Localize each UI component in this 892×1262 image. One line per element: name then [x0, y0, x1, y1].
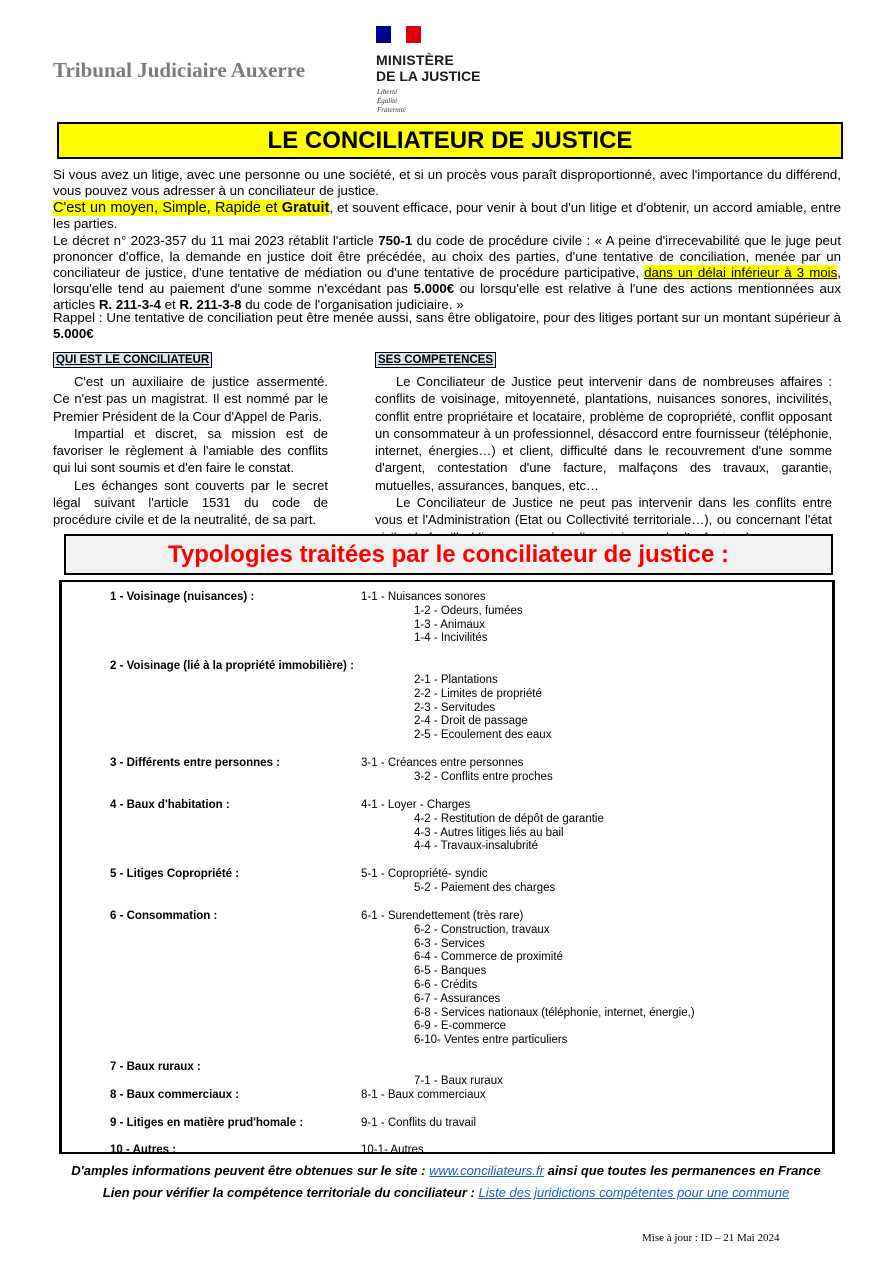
footer-line-1 [0, 1163, 892, 1178]
intro-p2-rest: , et souvent efficace, pour venir à bout d'un litige et d'obtenir, un accord amiable, entre les parties. [53, 200, 841, 231]
category-label: 2 - Voisinage (lié à la propriété immobilière) : [110, 660, 354, 672]
typology-item: 6-2 - Construction, travaux [414, 923, 550, 936]
flag-blue [376, 26, 391, 43]
category-label: 5 - Litiges Copropriété : [110, 868, 240, 880]
left-paragraph: Les échanges sont couverts par le secret légal suivant l'article 1531 du code de procédure civile et de la neutralité, de sa part. [53, 477, 328, 528]
typology-item: 4-3 - Autres litiges liés au bail [414, 826, 564, 839]
typology-item: 1-2 - Odeurs, fumées [414, 604, 523, 617]
reminder-text: Rappel : Une tentative de conciliation peut être menée aussi, sans être obligatoire, pour des litiges portant sur un montant supérieur à [53, 310, 841, 325]
typology-item: 3-2 - Conflits entre proches [414, 770, 553, 783]
footer-line-2 [0, 1185, 892, 1200]
typology-item: 4-1 - Loyer - Charges [361, 799, 471, 811]
article-r211-3-4: R. 211-3-4 [98, 297, 161, 312]
footer-text-2: ainsi que toutes les permanences en France [547, 1163, 821, 1178]
typology-item: 3-1 - Créances entre personnes [361, 757, 524, 769]
delay-highlight: dans un délai inférieur à 3 mois [644, 265, 838, 280]
typology-item: 1-4 - Incivilités [414, 632, 488, 645]
category-label: 4 - Baux d'habitation : [110, 799, 230, 811]
decree-quote-end: du code de l'organisation judiciaire. » [245, 297, 464, 312]
left-section-heading-wrap [53, 350, 212, 368]
flag-red [406, 26, 421, 43]
right-section-heading-wrap [375, 350, 496, 368]
typology-item: 7-1 - Baux ruraux [414, 1075, 503, 1087]
typology-item: 6-3 - Services [414, 937, 485, 950]
article-number: 750-1 [378, 233, 413, 248]
typology-item: 2-5 - Ecoulement des eaux [414, 729, 552, 742]
typologies-table [59, 580, 835, 1154]
article-r211-3-8: R. 211-3-8 [179, 297, 242, 312]
footer-text-3: Lien pour vérifier la compétence territoriale du conciliateur : [102, 1185, 475, 1200]
typology-item: 6-5 - Banques [414, 965, 487, 978]
left-section-body [53, 373, 328, 529]
conciliateurs-link[interactable]: www.conciliateurs.fr [429, 1163, 544, 1178]
typology-item: 4-2 - Restitution de dépôt de garantie [414, 812, 604, 825]
intro-paragraph-2 [53, 200, 841, 232]
decree-text-2: du code de procédure civile : [416, 233, 591, 248]
category-label: 6 - Consommation : [110, 910, 218, 922]
typology-item: 6-4 - Commerce de proximité [414, 951, 563, 964]
intro-p2-highlight: C'est un moyen, Simple, Rapide et [53, 200, 278, 216]
decree-text: Le décret n° 2023-357 du 11 mai 2023 rétablit l'article [53, 233, 374, 248]
court-name: Tribunal Judiciaire Auxerre [53, 58, 306, 82]
typology-item: 6-1 - Surendettement (très rare) [361, 910, 524, 922]
intro-paragraph-3 [53, 233, 841, 313]
right-paragraph: Le Conciliateur de Justice ne peut pas intervenir dans les conflits entre vous et l'Administration (Etat ou Collectivité territoriale…), ou concernant l'état [375, 495, 832, 528]
typology-item: 6-6 - Crédits [414, 979, 478, 991]
typology-item: 10-1- Autres [361, 1144, 424, 1156]
left-section-heading: QUI EST LE CONCILIATEUR [53, 352, 212, 368]
typology-item: 9-1 - Conflits du travail [361, 1117, 477, 1129]
right-section-body [375, 373, 832, 546]
title-banner [57, 122, 843, 159]
left-paragraph: Impartial et discret, sa mission est de favoriser le règlement à l'amiable des conflits qui lui sont soumis et d'en faire le constat. [53, 425, 328, 476]
update-date: Mise à jour : ID – 21 Mai 2024 [642, 1232, 780, 1244]
amount-5000: 5.000€ [413, 281, 455, 296]
intro-paragraph-1 [53, 167, 841, 199]
typology-item: 6-8 - Services nationaux (téléphonie, internet, énergie,) [414, 1006, 695, 1019]
category-label: 7 - Baux ruraux : [110, 1061, 201, 1073]
decree-quote: « A peine d'irrecevabilité que le juge peut prononcer d'office, la demande en justice doit être précédée, au choix des parties, d'une tentative de conciliation, menée par un conciliateur de justice, d'une tentative de médiation ou d'une tentative de procédure participative, [53, 233, 842, 280]
typology-item: 4-4 - Travaux-insalubrité [414, 840, 538, 853]
typology-item: 1-1 - Nuisances sonores [361, 591, 486, 603]
typology-item: 1-3 - Animaux [414, 618, 485, 631]
category-label: 8 - Baux commerciaux : [110, 1089, 240, 1101]
decree-quote-3: ou lorsqu'elle est relative à l'une des actions mentionnées aux articles [53, 281, 841, 312]
flag-white [391, 26, 406, 43]
category-label: 1 - Voisinage (nuisances) : [110, 591, 255, 603]
motto-egalite: Égalité [377, 97, 398, 105]
intro-paragraph-4 [53, 310, 841, 342]
right-paragraph: Le Conciliateur de Justice peut intervenir dans de nombreuses affaires : conflits de voisinage, mitoyenneté, plantations, nuisances sonores, incivilités, conflit entre propriétaire et locataire, problème de copropriété, conflit opposant un consommateur à un professionnel, désaccord entre fournisseur (téléphonie, internet, énergies…) et client, difficulté dans le recouvrement d'une somme d'argent, contestation d'une facture, malfaçons des travaux, garantie, mutuelles, assurances, banques, etc… [375, 374, 832, 493]
typology-item: 2-4 - Droit de passage [414, 715, 528, 728]
category-label: 9 - Litiges en matière prud'homale : [110, 1117, 304, 1129]
intro-p2-gratuit: Gratuit [281, 200, 330, 216]
french-flag-icon [376, 26, 422, 43]
reminder-amount: 5.000€ [53, 326, 94, 341]
typology-item: 8-1 - Baux commerciaux [361, 1089, 486, 1101]
decree-and: et [164, 297, 176, 312]
motto-fraternite: Fraternité [377, 106, 406, 114]
typology-item: 6-9 - E-commerce [414, 1020, 507, 1033]
ministry-logo [376, 26, 506, 121]
juridictions-link[interactable]: Liste des juridictions compétentes pour une commune [478, 1185, 790, 1200]
decree-quote-2: , lorsqu'elle tend au paiement d'une somme n'excédant pas [53, 265, 841, 296]
typologies-title: Typologies traitées par le conciliateur de justice : [167, 540, 730, 568]
page-title: LE CONCILIATEUR DE JUSTICE [267, 126, 633, 154]
typology-item: 6-7 - Assurances [414, 992, 501, 1005]
category-label: 3 - Différents entre personnes : [110, 757, 280, 769]
right-section-heading: SES COMPETENCES [375, 352, 496, 368]
typology-item: 6-10- Ventes entre particuliers [414, 1034, 568, 1047]
typologies-banner [64, 534, 833, 575]
category-label: 10 - Autres : [110, 1144, 177, 1156]
typology-item: 2-2 - Limites de propriété [414, 687, 542, 700]
typology-item: 2-1 - Plantations [414, 674, 498, 686]
ministry-line2: DE LA JUSTICE [376, 68, 481, 84]
typology-item: 5-2 - Paiement des charges [414, 881, 556, 894]
ministry-line1: MINISTÈRE [376, 52, 455, 68]
footer-text-1: D'amples informations peuvent être obtenues sur le site : [71, 1163, 426, 1178]
intro-p1-text: Si vous avez un litige, avec une personne ou une société, et si un procès vous paraît disproportionné, avec l'importance du différend, vous pouvez vous adresser à un conciliateur de justice. [53, 167, 841, 198]
typology-item: 2-3 - Servitudes [414, 701, 496, 714]
motto-liberte: Liberté [377, 88, 398, 96]
left-paragraph: C'est un auxiliaire de justice assermenté. Ce n'est pas un magistrat. Il est nommé par le Premier Président de la Cour d'Appel de Paris. [53, 374, 328, 424]
typology-item: 5-1 - Copropriété- syndic [361, 868, 488, 880]
